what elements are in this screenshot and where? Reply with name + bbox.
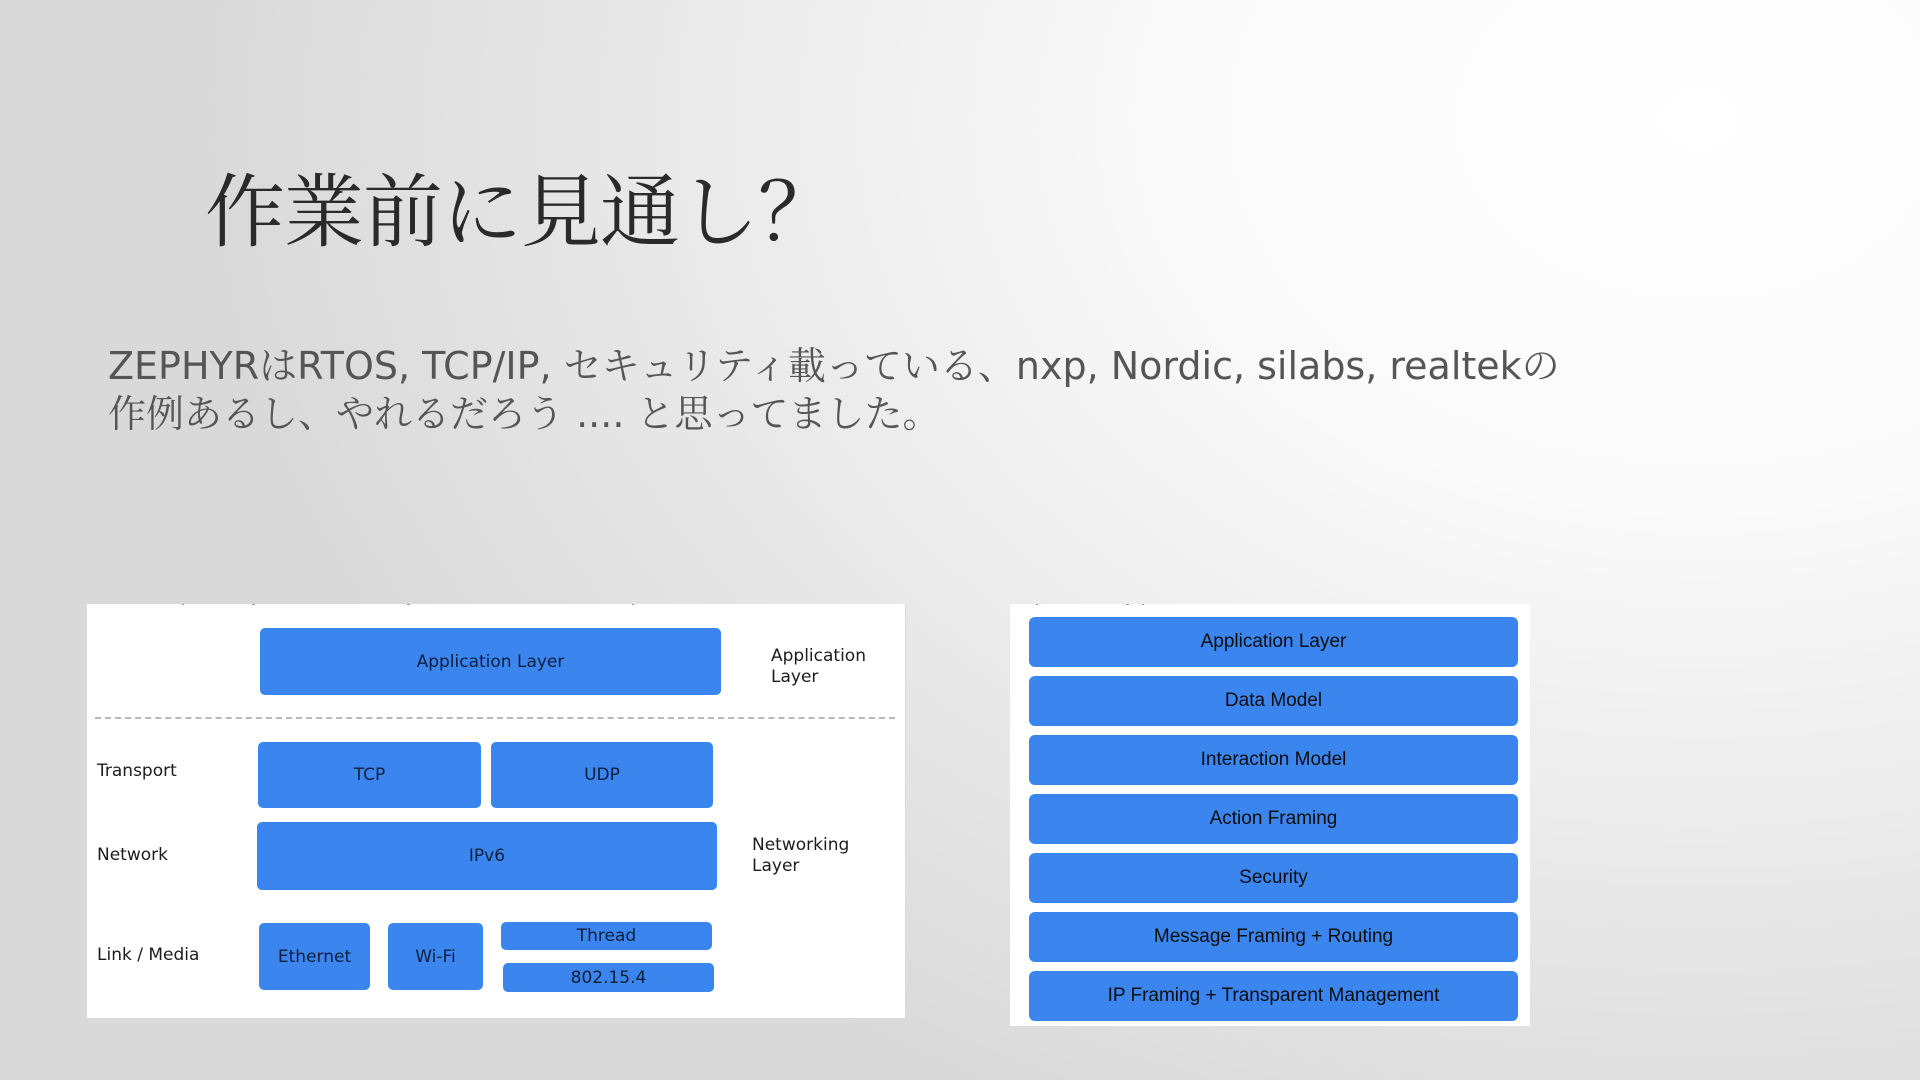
layer-message-framing-routing: Message Framing + Routing (1029, 912, 1518, 962)
slide-title: 作業前に見通し？ (205, 166, 837, 259)
cropped-caption-remnant (87, 604, 905, 608)
slide-body-line-2: 作例あるし、やれるだろう .... と思ってました。 (108, 392, 941, 436)
layer-ip-framing-transparent-management: IP Framing + Transparent Management (1029, 971, 1518, 1021)
layer-divider (95, 717, 895, 719)
layer-action-framing: Action Framing (1029, 794, 1518, 844)
layer-application: Application Layer (1029, 617, 1518, 667)
link-media-label: Link / Media (97, 945, 200, 965)
layer-data-model: Data Model (1029, 676, 1518, 726)
network-label: Network (97, 845, 168, 865)
ieee-802-15-4-box: 802.15.4 (503, 963, 714, 992)
transport-label: Transport (97, 761, 177, 781)
layer-security: Security (1029, 853, 1518, 903)
network-stack-diagram (86, 604, 906, 1018)
udp-box: UDP (491, 742, 713, 808)
networking-layer-side-label: Networking Layer (752, 835, 850, 876)
ipv6-box: IPv6 (257, 822, 717, 890)
cropped-caption-remnant (1010, 604, 1530, 608)
tcp-box: TCP (258, 742, 481, 808)
slide-body-text (108, 342, 1708, 438)
application-layer-side-label: Application Layer (771, 646, 866, 687)
slide-body-line-1: ZEPHYRはRTOS, TCP/IP, セキュリティ載っている、nxp, Nordic, silabs, realtekの (108, 344, 1560, 388)
ethernet-box: Ethernet (259, 923, 370, 990)
application-layer-box: Application Layer (260, 628, 721, 695)
protocol-layer-stack (1010, 604, 1530, 1026)
thread-box: Thread (501, 922, 712, 950)
layer-interaction-model: Interaction Model (1029, 735, 1518, 785)
wifi-box: Wi-Fi (388, 923, 483, 990)
